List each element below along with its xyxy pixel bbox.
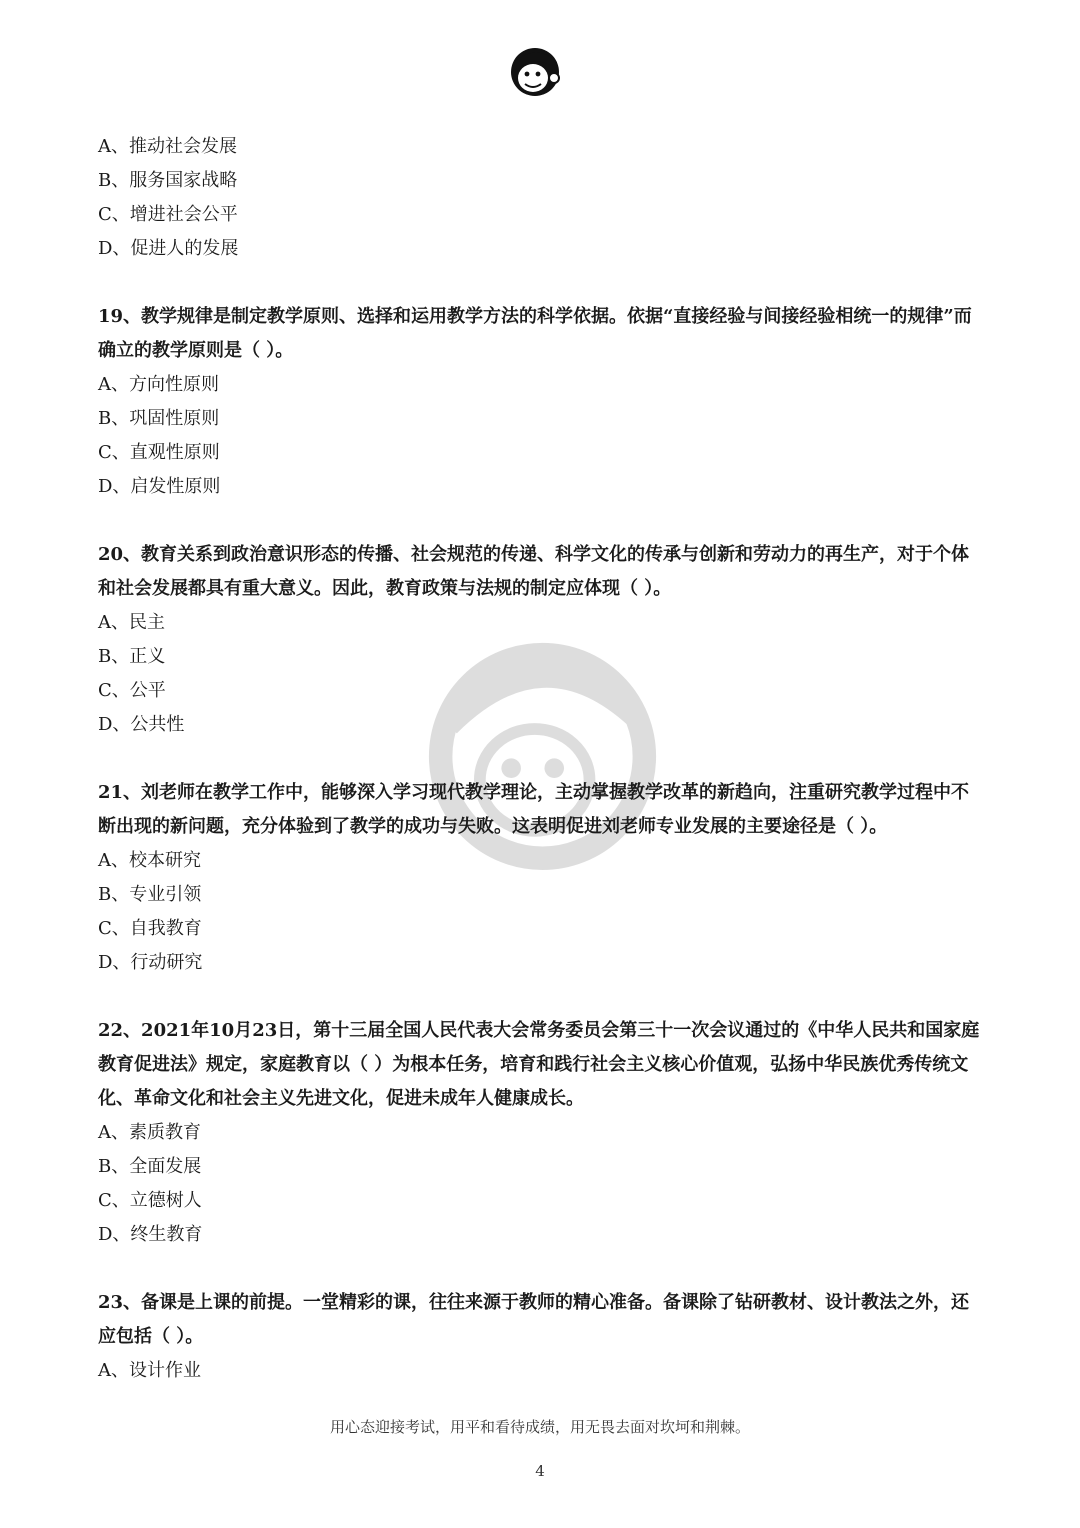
footer-motto: 用心态迎接考试，用平和看待成绩，用无畏去面对坎坷和荆棘。 — [329, 1418, 750, 1436]
option-a: A、推动社会发展 — [98, 136, 237, 157]
question-19 — [98, 300, 986, 504]
option-c: C、增进社会公平 — [98, 204, 238, 225]
option-d: D、行动研究 — [98, 952, 203, 973]
option-b: B、全面发展 — [98, 1156, 202, 1177]
page-number: 4 — [535, 1462, 545, 1480]
option-c: C、公平 — [98, 680, 166, 701]
option-a: A、素质教育 — [98, 1122, 201, 1143]
option-a: A、方向性原则 — [98, 374, 219, 395]
option-a: A、民主 — [98, 612, 165, 633]
question-stem: 23、备课是上课的前提。一堂精彩的课，往往来源于教师的精心准备。备课除了钻研教材、设计教法之外，还应包括（ ）。 — [98, 1292, 970, 1347]
question-stem: 19、教学规律是制定教学原则、选择和运用教学方法的科学依据。依据“直接经验与间接经验相统一的规律”而确立的教学原则是（ ）。 — [98, 306, 972, 361]
option-a: A、设计作业 — [98, 1360, 201, 1381]
option-a: A、校本研究 — [98, 850, 201, 871]
option-d: D、终生教育 — [98, 1224, 203, 1245]
question-22 — [98, 1014, 986, 1252]
option-d: D、公共性 — [98, 714, 185, 735]
option-c: C、自我教育 — [98, 918, 202, 939]
option-d: D、促进人的发展 — [98, 238, 239, 259]
question-23 — [98, 1286, 986, 1388]
option-d: D、启发性原则 — [98, 476, 221, 497]
question-stem: 20、教育关系到政治意识形态的传播、社会规范的传递、科学文化的传承与创新和劳动力的再生产，对于个体和社会发展都具有重大意义。因此，教育政策与法规的制定应体现（ ）。 — [98, 544, 970, 599]
option-b: B、正义 — [98, 646, 166, 667]
monkey-mascot-logo-icon — [505, 40, 565, 102]
previous-question-options — [98, 130, 238, 266]
option-b: B、专业引领 — [98, 884, 202, 905]
question-stem: 22、2021年10月23日，第十三届全国人民代表大会常务委员会第三十一次会议通过的《中华人民共和国家庭教育促进法》规定，家庭教育以（ ）为根本任务，培育和践行社会主义核心价值观，弘扬中华民族优秀传统文化、革命文化和社会主义先进文化，促进未成年人健康成长。 — [98, 1020, 980, 1109]
option-b: B、服务国家战略 — [98, 170, 238, 191]
option-c: C、立德树人 — [98, 1190, 202, 1211]
question-20 — [98, 538, 986, 742]
question-stem: 21、刘老师在教学工作中，能够深入学习现代教学理论，主动掌握教学改革的新趋向，注重研究教学过程中不断出现的新问题，充分体验到了教学的成功与失败。这表明促进刘老师专业发展的主要途径是（ ）。 — [98, 782, 970, 837]
option-b: B、巩固性原则 — [98, 408, 220, 429]
question-21 — [98, 776, 986, 980]
option-c: C、直观性原则 — [98, 442, 220, 463]
